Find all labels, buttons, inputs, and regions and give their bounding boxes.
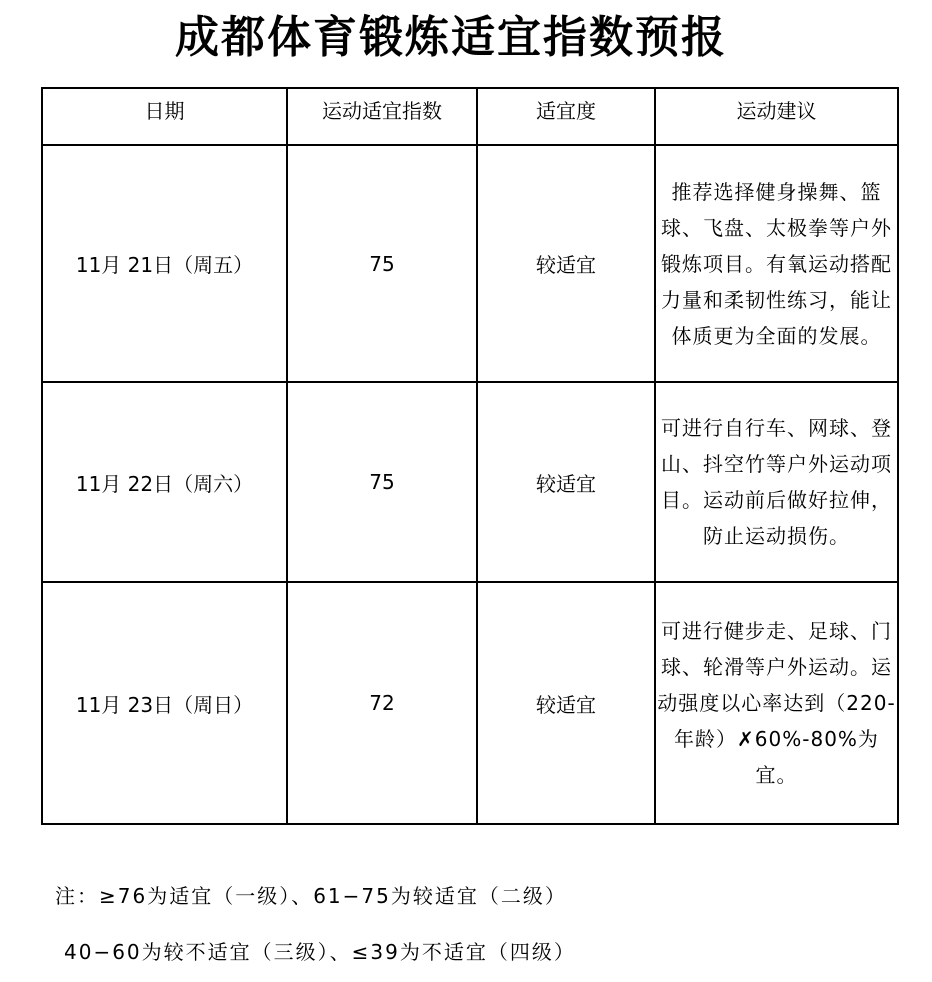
level-cell: 较适宜 <box>477 582 655 824</box>
advice-cell: 可进行健步走、足球、门球、轮滑等户外运动。运动强度以心率达到（220-年龄）✗60%-80%为宜。 <box>655 582 898 824</box>
table-row <box>42 145 898 382</box>
level-cell: 较适宜 <box>477 145 655 382</box>
level-cell: 较适宜 <box>477 382 655 582</box>
header-advice: 运动建议 <box>655 88 898 145</box>
table-row <box>42 382 898 582</box>
date-cell: 11月 23日（周日） <box>42 582 287 824</box>
header-date: 日期 <box>42 88 287 145</box>
advice-cell: 可进行自行车、网球、登山、抖空竹等户外运动项目。运动前后做好拉伸，防止运动损伤。 <box>655 382 898 582</box>
index-cell: 72 <box>287 582 477 824</box>
advice-cell: 推荐选择健身操舞、篮球、飞盘、太极拳等户外锻炼项目。有氧运动搭配力量和柔韧性练习，能让体质更为全面的发展。 <box>655 145 898 382</box>
table-header-row <box>42 88 898 145</box>
forecast-table <box>41 87 899 825</box>
legend-note-line2: 40−60为较不适宜（三级）、≤39为不适宜（四级） <box>64 940 576 964</box>
index-cell: 75 <box>287 382 477 582</box>
header-index: 运动适宜指数 <box>287 88 477 145</box>
date-cell: 11月 21日（周五） <box>42 145 287 382</box>
date-cell: 11月 22日（周六） <box>42 382 287 582</box>
page-title: 成都体育锻炼适宜指数预报 <box>175 12 727 63</box>
header-level: 适宜度 <box>477 88 655 145</box>
table-row <box>42 582 898 824</box>
index-cell: 75 <box>287 145 477 382</box>
legend-note-line1: 注：≥76为适宜（一级）、61−75为较适宜（二级） <box>55 884 567 908</box>
